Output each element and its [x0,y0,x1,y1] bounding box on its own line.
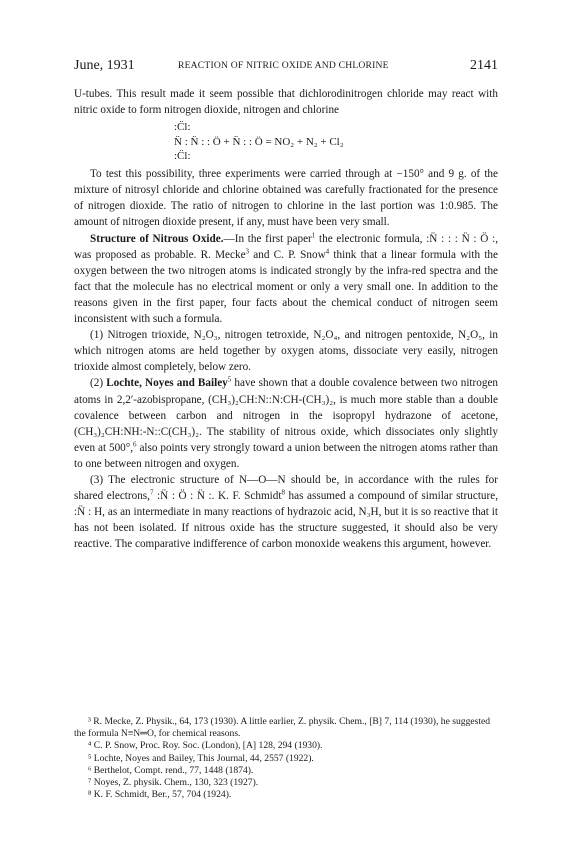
section-heading: Structure of Nitrous Oxide. [90,232,224,245]
footnote-7: ⁷ Noyes, Z. physik. Chem., 130, 323 (1927). [88,777,259,789]
footnote-8: ⁸ K. F. Schmidt, Ber., 57, 704 (1924). [88,789,232,801]
article-body [74,86,498,552]
paragraph-4: (1) Nitrogen trioxide, N₂O₃, nitrogen tetroxide, N₂O₄, and nitrogen pentoxide, N₂O₅, in which nitrogen atoms are held together by oxygen atoms, dissociate very easily, nitrogen trioxide almost completely, below zero. [74,329,498,374]
running-head [74,58,498,78]
paragraph-3: Structure of Nitrous Oxide.—In the first paper$^1$ the electronic formula, :N̈ : : : N̈ : Ö :, was proposed as probable. R. Mecke$^3$ and C. P. Snow$^4$ think that a linear formula with the oxygen between the two nitrogen atoms is indicated strongly by the infra-red spectra and the fact that the molecule has no electrical moment or only a very small one. In addition to the reasons given in the first paper, four facts about the chemical conduct of nitrogen seem inconsistent with such a formula. [74,230,498,326]
footnote-ref-5: 5 [227,375,232,384]
footnote-ref-6: 6 [133,440,137,449]
footnote-4: ⁴ C. P. Snow, Proc. Roy. Soc. (London), [A] 128, 294 (1930). [88,740,323,752]
equation-chlorine-bottom: :C̈l: [174,150,191,163]
footnote-3: ³ R. Mecke, Z. Physik., 64, 173 (1930). A little earlier, Z. physik. Chem., [B] 7, 114 (1930), he suggested the formula N≡N═O, for chemical reasons. [74,716,491,740]
cited-authors: Lochte, Noyes and Bailey [106,377,228,390]
paragraph-1: U-tubes. This result made it seem possible that dichlorodinitrogen chloride may react with nitric oxide to form nitrogen dioxide, nitrogen and chlorine [74,88,498,117]
header-page-number: 2141 [470,58,498,73]
electronic-equation [74,118,498,166]
equation-chlorine-top: :C̈l: [174,121,191,134]
footnote-6: ⁶ Berthelot, Compt. rend., 77, 1448 (1874). [88,764,254,776]
footnote-ref-1: 1 [311,230,316,239]
header-date: June, 1931 [74,58,135,73]
footnote-5: ⁵ Lochte, Noyes and Bailey, This Journal, 44, 2557 (1922). [88,752,314,764]
footnote-ref-4: 4 [325,246,330,255]
header-title: REACTION OF NITRIC OXIDE AND CHLORINE [178,60,389,71]
equation-main: N̈ : N̈ : : Ö + N̈ : : Ö = NO₂ + N₂ + Cl₂ [174,136,344,149]
paragraph-6: (3) The electronic structure of N—O—N should be, in accordance with the rules for shared electrons,$^7$ :N̈ : Ö : N̈ :. K. F. Schmidt$^8$ has assumed a compound of similar structure, :N̈ : H, as an intermediate in many reactions of hydrazoic acid, N₃H, but it is so reactive that it has not been isolated. If nitrous oxide has the structure suggested, it should also be very reactive. The comparative indifference of carbon monoxide weakens this argument, however. [74,473,499,551]
footnotes [74,716,498,801]
footnote-ref-3: 3 [245,246,250,255]
paragraph-2: To test this possibility, three experiments were carried through at −150° and 9 g. of the mixture of nitrosyl chloride and chlorine obtained was carefully fractionated for the presence of nitrogen dioxide. The ratio of nitrogen to chlorine in the last portion was 1:0.985. The amount of nitrogen dioxide present, if any, must have been very small. [74,168,498,229]
paragraph-5: (2) Lochte, Noyes and Bailey$^5$ have shown that a double covalence between two nitrogen atoms in 2,2′-azobispropane, (CH₃)₂CH:N::N:CH-(CH₃)₂, is much more stable than a double covalence between carbon and nitrogen in the isopropyl hydrazone of acetone, (CH₃)₂CH:NH:-N::C(CH₃)₂. The stability of nitrous oxide, which dissociates only slightly even at 500°,$^6$ also points very strongly toward a union between the nitrogen atoms rather than to one between nitrogen and oxygen. [74,375,499,470]
footnote-ref-8: 8 [281,488,285,497]
footnote-ref-7: 7 [149,488,154,497]
